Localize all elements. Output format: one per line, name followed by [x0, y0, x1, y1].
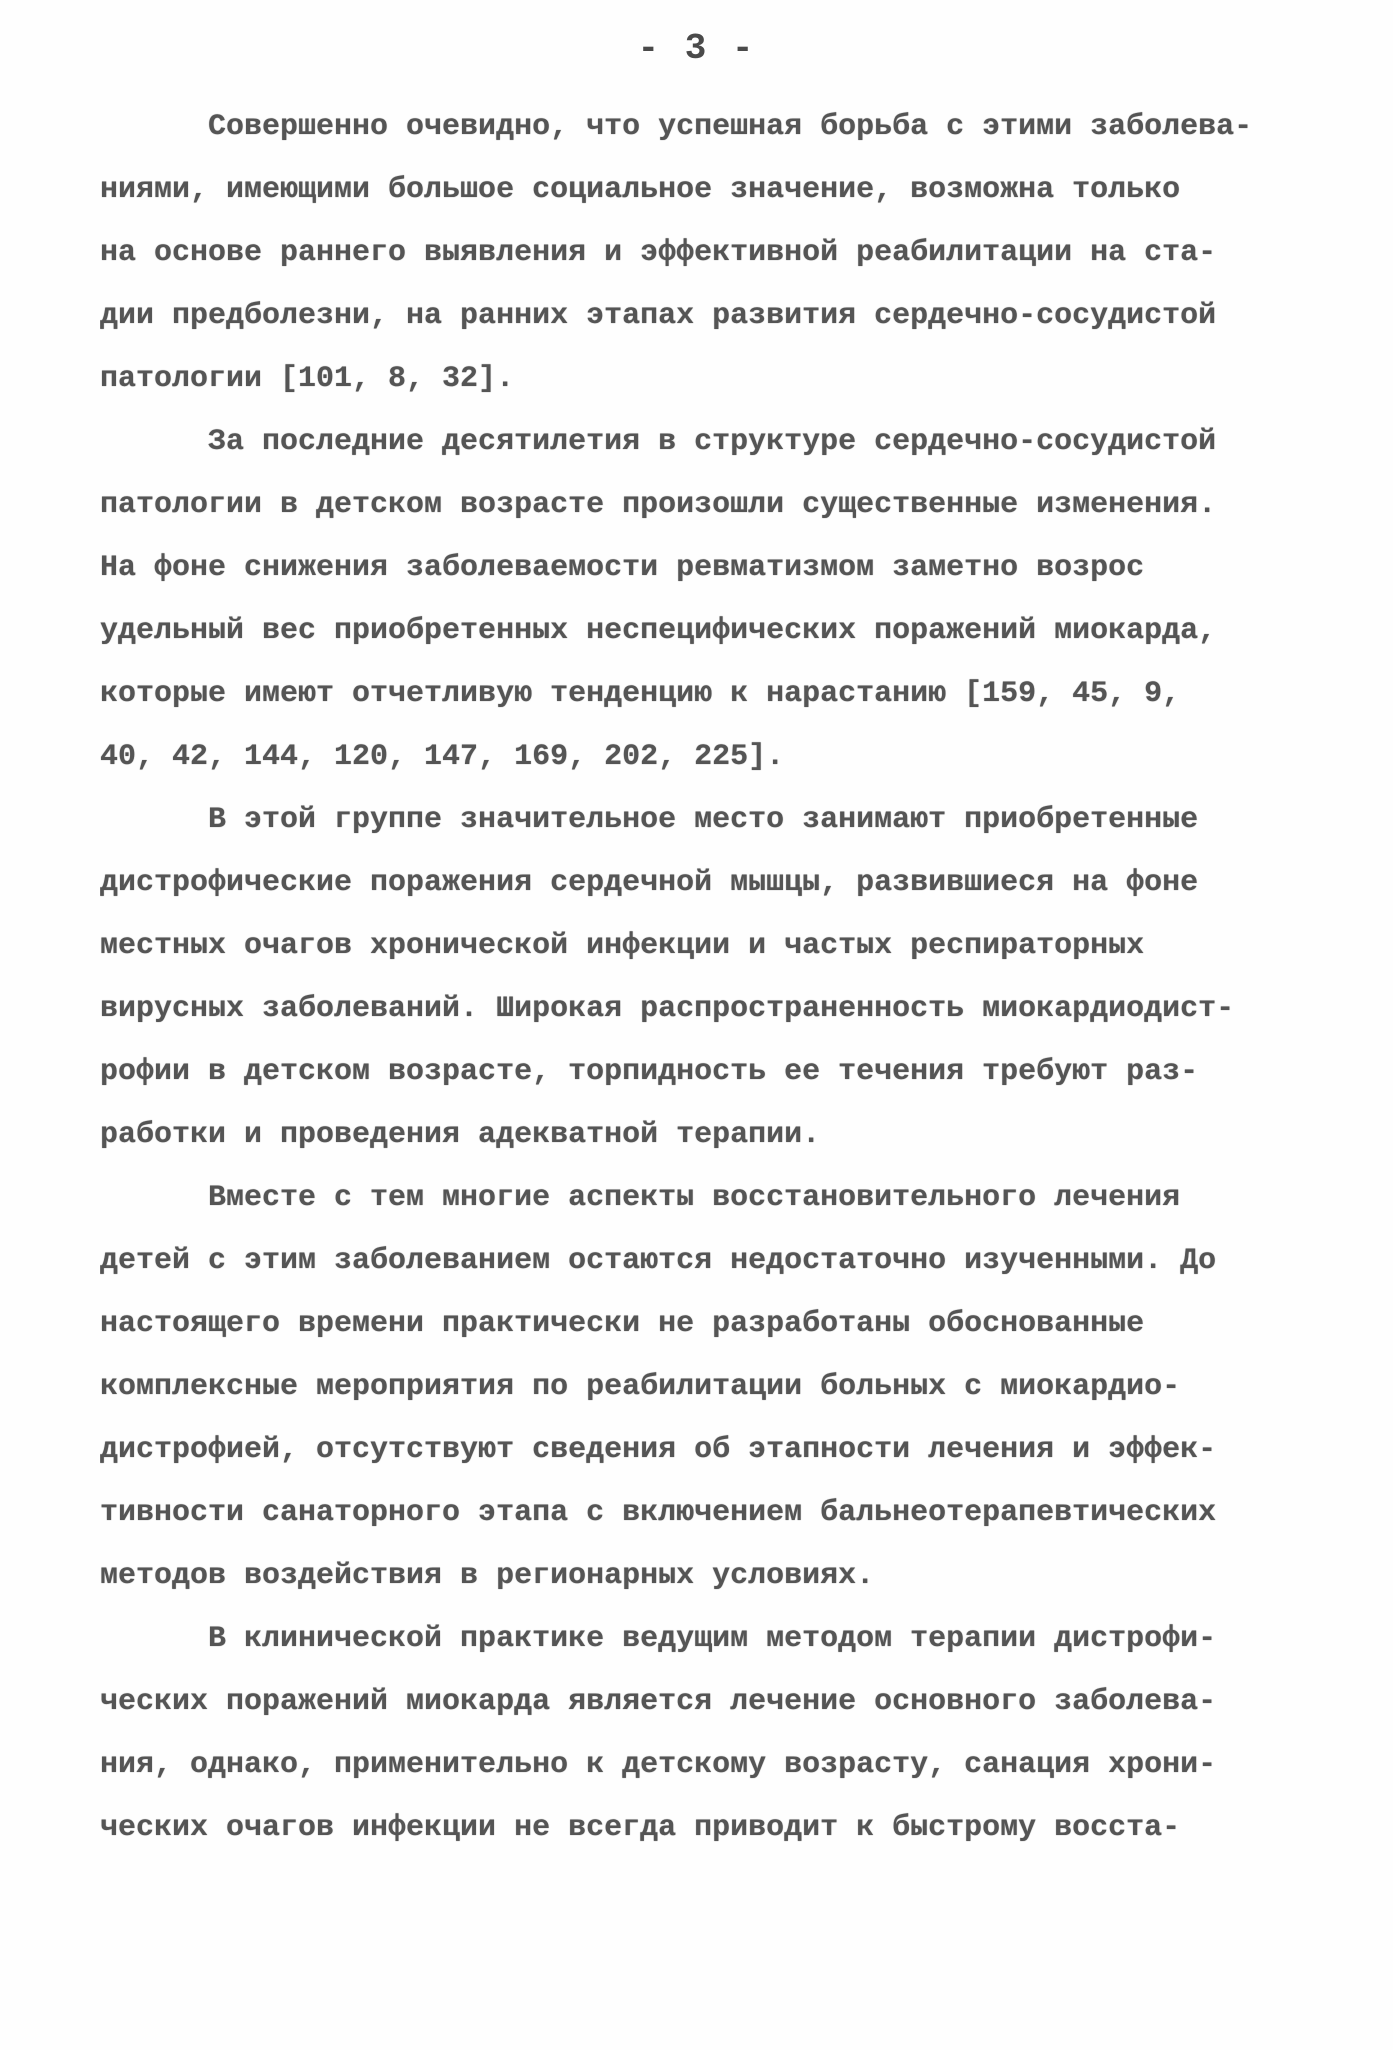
text-line: Совершенно очевидно, что успешная борьба с этими заболева-: [100, 110, 1253, 144]
text-line: Вместе с тем многие аспекты восстановительного лечения: [100, 1181, 1181, 1215]
text-line: дии предболезни, на ранних этапах развития сердечно-сосудистой: [100, 299, 1217, 333]
text-line: дистрофией, отсутствуют сведения об этапности лечения и эффек-: [100, 1433, 1217, 1467]
text-line: патологии в детском возрасте произошли существенные изменения.: [100, 488, 1217, 522]
paragraph-2: [100, 411, 1300, 789]
text-line: дистрофические поражения сердечной мышцы, развившиеся на фоне: [100, 866, 1199, 900]
text-line: рофии в детском возрасте, торпидность ее течения требуют раз-: [100, 1055, 1199, 1089]
text-line: работки и проведения адекватной терапии.: [100, 1118, 821, 1152]
text-line: 40, 42, 144, 120, 147, 169, 202, 225].: [100, 740, 785, 774]
text-line: на основе раннего выявления и эффективной реабилитации на ста-: [100, 236, 1217, 270]
paragraph-3: [100, 789, 1300, 1167]
text-line: методов воздействия в регионарных условиях.: [100, 1559, 875, 1593]
text-line: ниями, имеющими большое социальное значение, возможна только: [100, 173, 1181, 207]
paragraph-5: [100, 1608, 1300, 1860]
text-line: В клинической практике ведущим методом терапии дистрофи-: [100, 1622, 1217, 1656]
text-line: вирусных заболеваний. Широкая распространенность миокардиодист-: [100, 992, 1235, 1026]
text-line: ния, однако, применительно к детскому возрасту, санация хрони-: [100, 1748, 1217, 1782]
body-text: [100, 96, 1300, 1860]
text-line: В этой группе значительное место занимают приобретенные: [100, 803, 1199, 837]
text-line: местных очагов хронической инфекции и частых респираторных: [100, 929, 1145, 963]
text-line: комплексные мероприятия по реабилитации больных с миокардио-: [100, 1370, 1181, 1404]
paragraph-1: [100, 96, 1300, 411]
text-line: За последние десятилетия в структуре сердечно-сосудистой: [100, 425, 1217, 459]
text-line: удельный вес приобретенных неспецифических поражений миокарда,: [100, 614, 1217, 648]
text-line: детей с этим заболеванием остаются недостаточно изученными. До: [100, 1244, 1217, 1278]
text-line: которые имеют отчетливую тенденцию к нарастанию [159, 45, 9,: [100, 677, 1181, 711]
text-line: патологии [101, 8, 32].: [100, 362, 515, 396]
text-line: настоящего времени практически не разработаны обоснованные: [100, 1307, 1145, 1341]
text-line: тивности санаторного этапа с включением бальнеотерапевтических: [100, 1496, 1217, 1530]
text-line: ческих поражений миокарда является лечение основного заболева-: [100, 1685, 1217, 1719]
paragraph-4: [100, 1167, 1300, 1608]
text-line: На фоне снижения заболеваемости ревматизмом заметно возрос: [100, 551, 1145, 585]
page-number: - 3 -: [637, 28, 756, 69]
text-line: ческих очагов инфекции не всегда приводит к быстрому восста-: [100, 1811, 1181, 1845]
